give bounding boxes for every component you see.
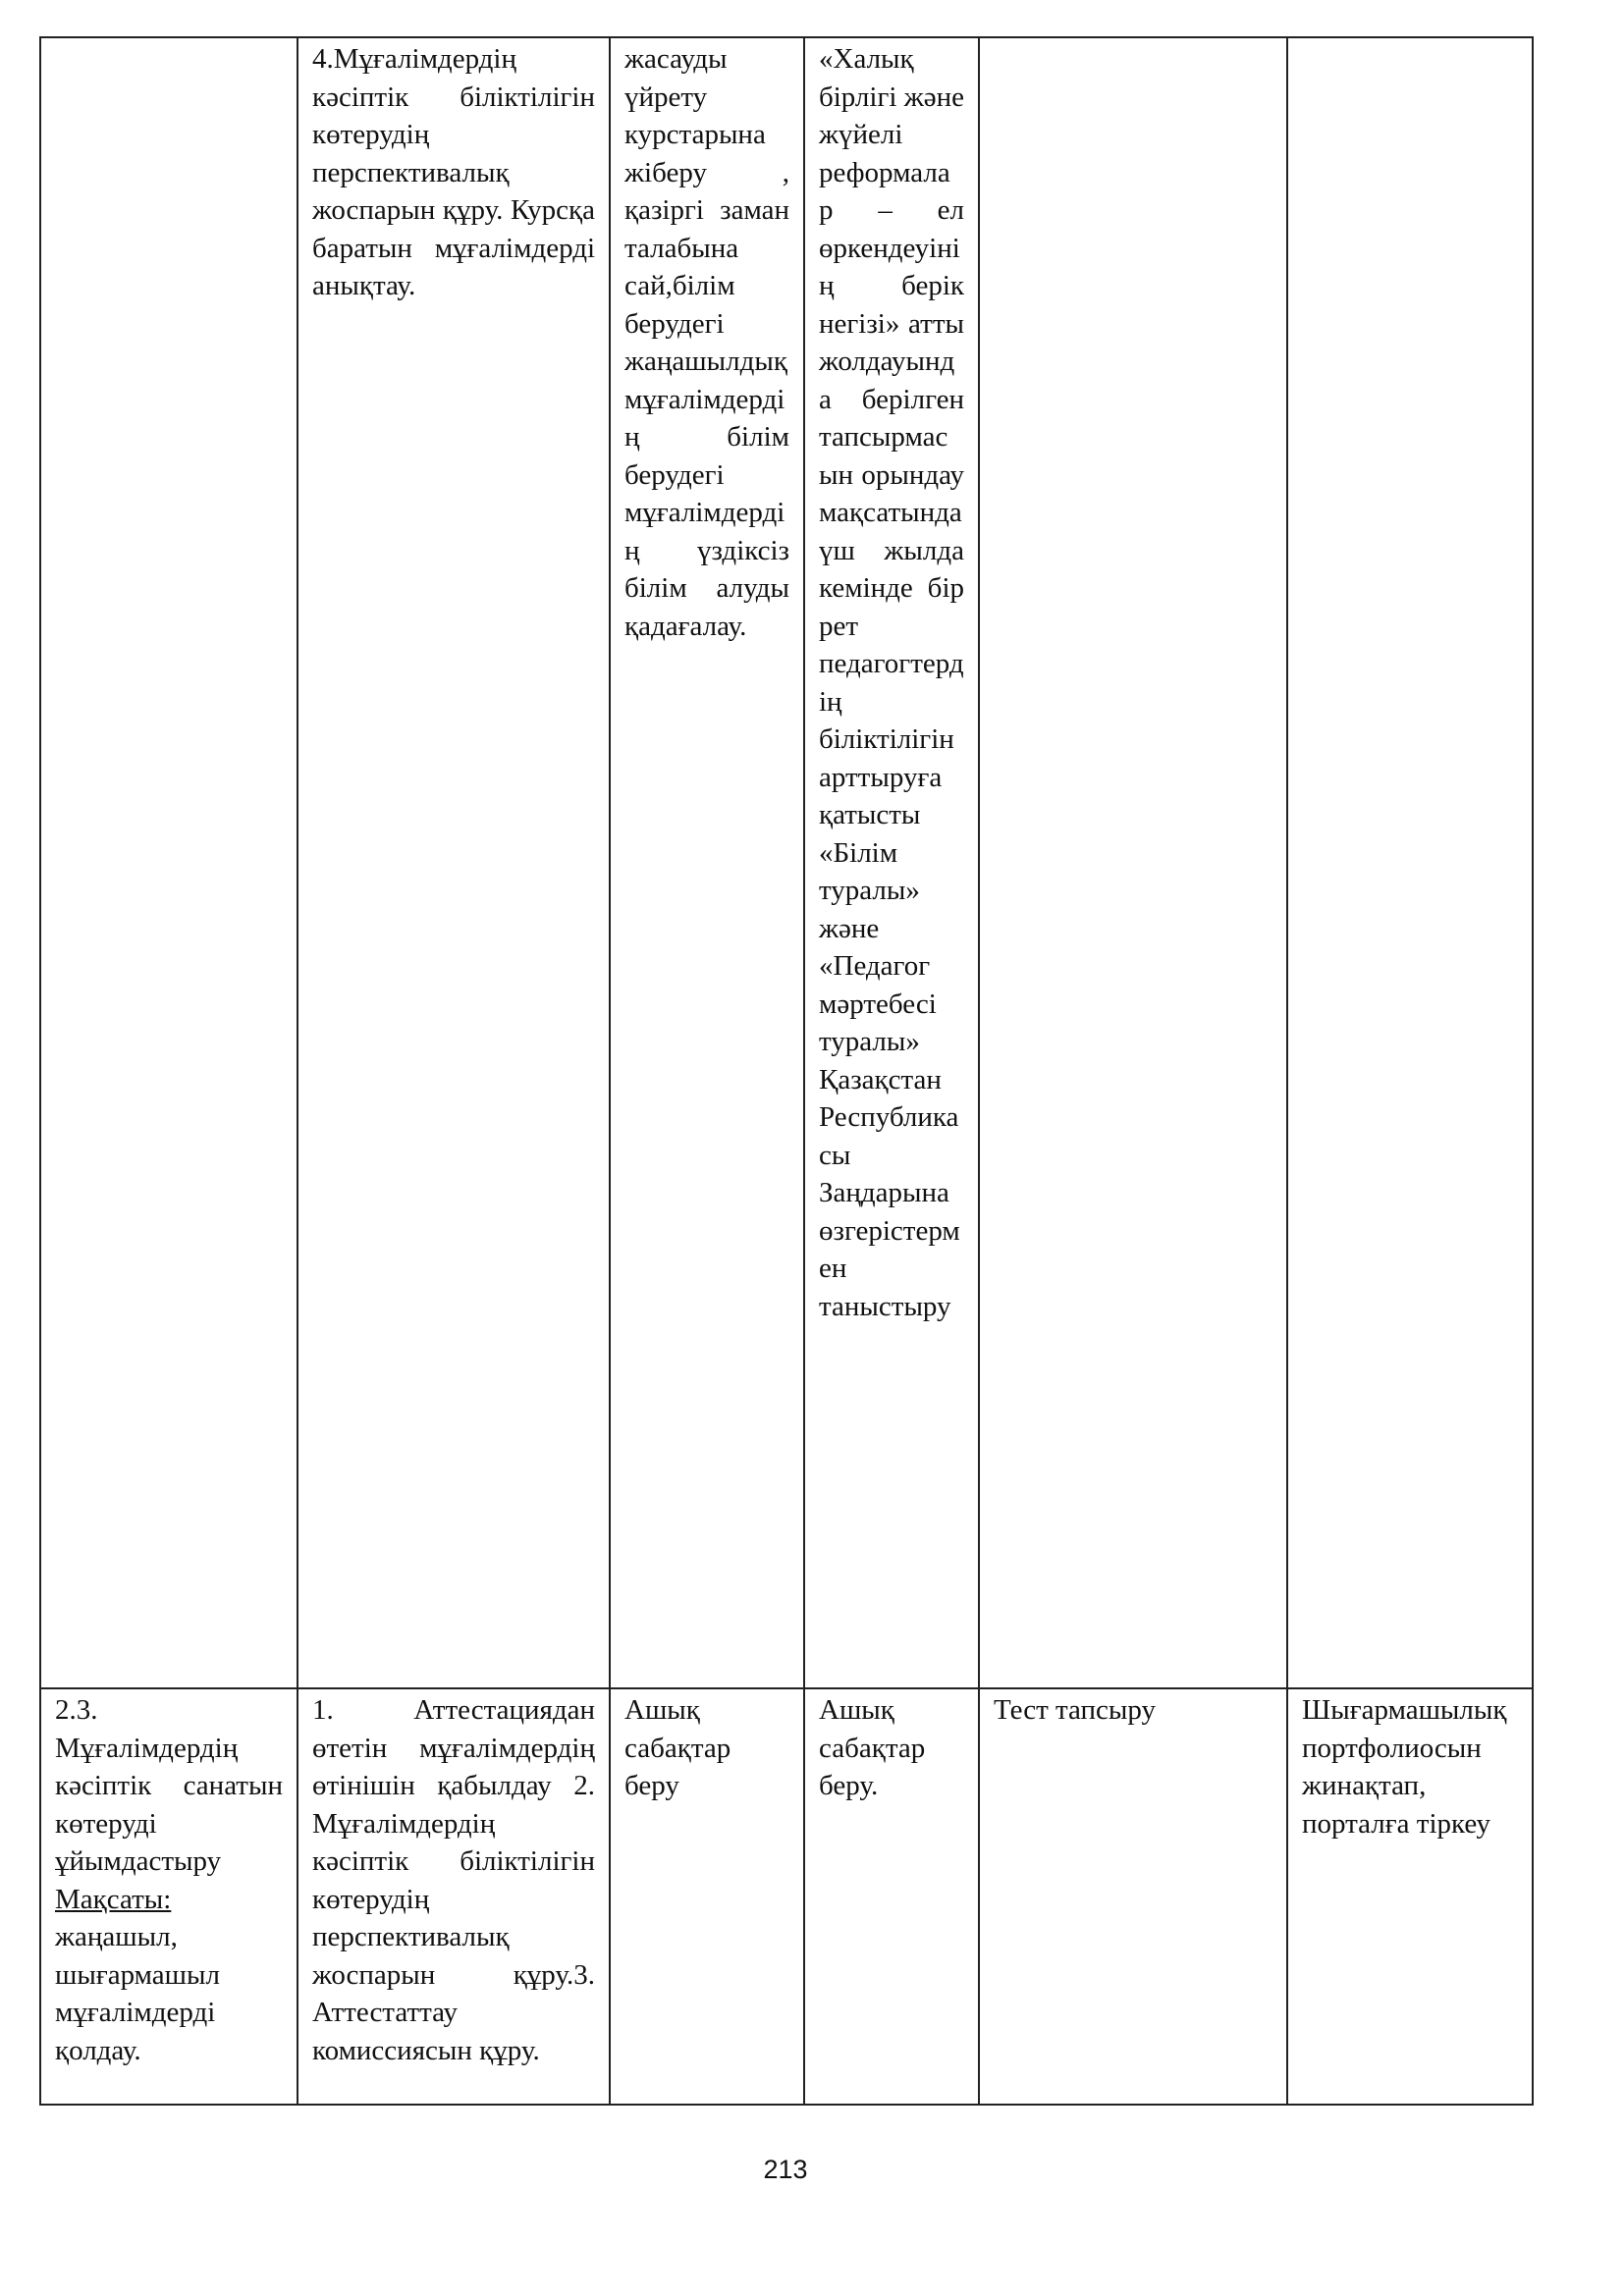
table-row (40, 37, 1533, 1688)
row1-col1-cell (40, 37, 298, 1688)
row2-col5-cell (979, 1688, 1287, 2105)
page-number: 213 (763, 2155, 808, 2184)
row2-col3-cell (610, 1688, 804, 2105)
row2-col1-cell (40, 1688, 298, 2105)
row2-col6-cell (1287, 1688, 1533, 2105)
row1-col5-cell (979, 37, 1287, 1688)
row2-col3-text: Ашық сабақтар беру (624, 1694, 731, 1801)
row2-col6-text: Шығармашылық портфолиосын жинақтап, порталға тіркеу (1302, 1694, 1507, 1840)
task-title: 2.3. Мұғалімдердің кәсіптік санатын көтеруді ұйымдастыру (55, 1694, 283, 1877)
row2-col2-text: 1. Аттестациядан өтетін мұғалімдердің өтінішін қабылдау 2. Мұғалімдердің кәсіптік біліктілігін көтерудің перспективалық жоспарын құру.3. Аттестаттау комиссиясын құру. (312, 1694, 595, 2066)
row1-col6-cell (1287, 37, 1533, 1688)
document-table (39, 36, 1534, 2106)
row1-col4-cell (804, 37, 979, 1688)
goal-text: жаңашыл, шығармашыл мұғалімдерді қолдау. (55, 1921, 220, 2066)
row1-col2-cell (298, 37, 610, 1688)
row2-col4-text: Ашық сабақтар беру. (819, 1694, 926, 1801)
row2-col5-text: Тест тапсыру (994, 1694, 1157, 1726)
goal-label: Мақсаты: (55, 1883, 172, 1915)
row1-col3-cell (610, 37, 804, 1688)
row2-col2-cell (298, 1688, 610, 2105)
row1-col3-text: жасауды үйрету курстарына жіберу , қазіргі заман талабына сай,білім берудегі жаңашылдық мұғалімдердің білім берудегі мұғалімдердің үздіксіз білім алуды қадағалау. (624, 43, 789, 642)
row1-col2-text: 4.Мұғалімдердің кәсіптік біліктілігін көтерудің перспективалық жоспарын құру. Курсқа баратын мұғалімдерді анықтау. (312, 43, 595, 301)
table-row (40, 1688, 1533, 2105)
row1-col4-text: «Халық бірлігі және жүйелі реформалар – ел өркендеуінің берік негізі» атты жолдауында берілген тапсырмасын орындау мақсатында үш жылда кемінде бір рет педагогтердің біліктілігін арттыруға қатысты «Білім туралы» және «Педагог мәртебесі туралы» Қазақстан Республикасы Заңдарына өзгерістермен таныстыру (819, 43, 964, 1322)
row2-col4-cell (804, 1688, 979, 2105)
